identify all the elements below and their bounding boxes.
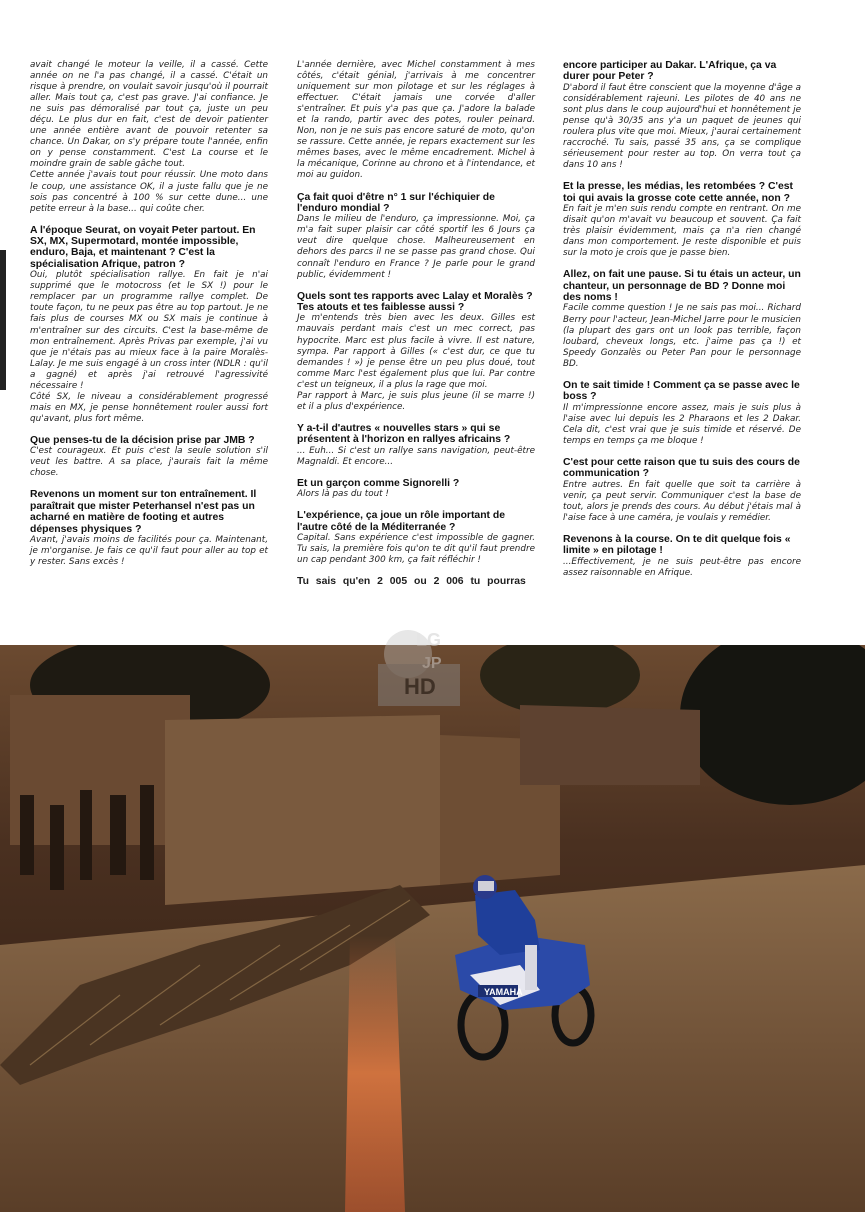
answer-paragraph: ... Euh... Si c'est un rallye sans navigation, peut-être Magnaldi. Et encore...	[297, 445, 535, 467]
question-heading: A l'époque Seurat, on voyait Peter partout. En SX, MX, Supermotard, montée impossible, enduro, Baja, et maintenant ? C'est la spécialisation Afrique, patron ?	[30, 224, 256, 270]
answer-paragraph: avait changé le moteur la veille, il a cassé. Cette année on ne l'a pas changé, il a cassé. C'était un risque à prendre, on voulait savoir jusqu'où il pourrait aller. Mais tout ça, c'est pas grave. J'ai confiance. Je ne suis pas démoralisé par tout ça, juste un peu déçu. Le plus dur en fait, c'est de devoir patienter une année entière avant de pouvoir retenter sa chance. Un Dakar, on s'y prépare toute l'année, enfin on y pense constamment. C'est La course et le moindre grain de sable gâche tout.	[30, 60, 268, 170]
answer-paragraph: Avant, j'avais moins de facilités pour ça. Maintenant, je m'organise. Je fais ce qu'il faut pour aller au top et y rester. Sans excès !	[30, 535, 268, 568]
bike-brand-label: YAMAHA	[484, 987, 523, 997]
question-heading: Quels sont tes rapports avec Lalay et Moralès ? Tes atouts et tes faiblesse aussi ?	[297, 290, 533, 314]
question-heading: Ça fait quoi d'être n° 1 sur l'échiquier de l'enduro mondial ?	[297, 191, 495, 214]
question-heading: Et un garçon comme Signorelli ?	[297, 477, 460, 489]
answer-paragraph: Alors là pas du tout !	[297, 489, 389, 500]
watermark-line2: JP	[422, 655, 442, 672]
watermark-line1: LG	[416, 630, 441, 650]
question-heading: L'expérience, ça joue un rôle important de l'autre côté de la Méditerranée ?	[297, 510, 506, 533]
answer-paragraph: Facile comme question ! Je ne sais pas moi... Richard Berry pour l'acteur, Jean-Michel Jarre pour le musicien (la plupart des gars ont un look pas terrible, façon loubard, cheveux longs, etc. j'aime pas ça !) et Speedy Gonzalès ou Peter Pan pour le personnage BD.	[563, 303, 801, 369]
answer-paragraph: Dans le milieu de l'enduro, ça impressionne. Moi, ça m'a fait super plaisir car côté sportif les 6 Jours ça veut dire quelque chose. Malheureusement en dehors des parcs il ne se passe pas grand chose. Qui connaît l'enduro en France ? Je parle pour le grand public, évidemment !	[297, 214, 535, 280]
question-heading: Y a-t-il d'autres « nouvelles stars » qui se présentent à l'horizon en rallyes africains ?	[297, 422, 511, 446]
watermark-line3: HD	[404, 674, 436, 699]
answer-paragraph: Oui, plutôt spécialisation rallye. En fait je n'ai supprimé que le motocross (et le SX !) pour le remplacer par un programme rallye complet. De toute façon, tu ne peux pas être au top partout. Je ne fais plus de courses MX ou SX mais je continue à m'entraîner sur des circuits. C'est la base-même de mon entraînement. Après Privas par exemple, j'ai vu que je n'étais pas au mieux face à la paire Moralès-Lalay. Je me suis engagé à un cross inter (NDLR : qu'il a gagné) et après j'ai retrouvé l'agressivité nécessaire !	[30, 270, 268, 391]
mud-wall-center	[165, 715, 440, 905]
question-heading: Revenons à la course. On te dit quelque fois « limite » en pilotage !	[563, 533, 791, 557]
page-edge-mark	[0, 250, 6, 390]
answer-paragraph: Côté SX, le niveau a considérablement progressé mais en MX, je pense honnêtement rouler aussi fort qu'avant, plus fort même.	[30, 391, 268, 424]
mud-wall-left	[10, 695, 190, 845]
answer-paragraph: Il m'impressionne encore assez, mais je suis plus à l'aise avec lui depuis les 2 Pharaons et les 2 Dakar. Cela dit, c'est vrai que je suis timide et réservé. De temps en temps ça me bloque !	[563, 402, 801, 446]
question-heading: On te sait timide ! Comment ça se passe avec le boss ?	[563, 379, 800, 403]
answer-paragraph: C'est courageux. Et puis c'est la seule solution s'il veut les battre. A sa place, j'aurais fait la même chose.	[30, 446, 268, 479]
answer-paragraph: Cette année j'avais tout pour réussir. Une moto dans le coup, une assistance OK, il a juste fallu que je ne sois pas concentré à 100 % sur cette dune... une petite erreur à la base... qui coûte cher.	[30, 170, 268, 214]
answer-paragraph: D'abord il faut être conscient que la moyenne d'âge a considérablement rajeuni. Les pilotes de 40 ans ne sont plus dans le coup aujourd'hui et honnêtement je pense qu'à 30/35 ans y'a un paquet de jeunes qui roulera plus vite que moi. Mieux, j'aurai certainement raccroché. Tu sais, passé 35 ans, ça se complique sérieusement pour rester au top. On verra tout ça dans 10 ans !	[563, 82, 801, 171]
question-heading: encore participer au Dakar. L'Afrique, ça va durer pour Peter ?	[563, 60, 777, 83]
column-2	[297, 60, 535, 587]
question-heading: Allez, on fait une pause. Si tu étais un acteur, un chanteur, un personnage de BD ? Donne moi des noms !	[563, 269, 801, 304]
watermark-logo	[376, 624, 462, 708]
answer-paragraph: Par rapport à Marc, je suis plus jeune (il se marre !) et il a plus d'expérience.	[297, 390, 535, 412]
answer-paragraph: ...Effectivement, je ne suis peut-être pas encore assez raisonnable en Afrique.	[563, 556, 801, 578]
answer-paragraph: Capital. Sans expérience c'est impossible de gagner. Tu sais, la première fois qu'on te dit qu'il faut prendre un cap pendant 300 km, ça fait réfléchir !	[297, 533, 535, 566]
answer-paragraph: Je m'entends très bien avec les deux. Gilles est mauvais perdant mais c'est un mec correct, pas hypocrite. Marc est plus facile à vivre. Il est nature, sympa. Par rapport à Gilles (« c'est dur, ce que tu demandes ! ») je pense être un peu plus doué, tout comme Marc l'est également plus que lui. Par contre c'est un teigneux, il a plus la rage que moi.	[297, 313, 535, 390]
rally-photo	[0, 645, 865, 1212]
mud-wall-far	[520, 705, 700, 785]
column-3	[563, 60, 801, 579]
question-heading: Et la presse, les médias, les retombées ? C'est toi qui avais la grosse cote cette année, non ?	[563, 181, 794, 204]
question-heading: C'est pour cette raison que tu suis des cours de communication ?	[563, 456, 800, 480]
answer-paragraph: Entre autres. En fait quelle que soit ta carrière à venir, ça peut servir. Communiquer c'est la base de tout, alors je prends des cours. Au début j'étais mal à l'aise face à une caméra, je voulais y remédier.	[563, 479, 801, 523]
question-heading: Que penses-tu de la décision prise par JMB ?	[30, 434, 255, 446]
question-heading: Revenons un moment sur ton entraînement. Il paraîtrait que mister Peterhansel n'est pas un acharné en matière de footing et autres dépenses physiques ?	[30, 489, 257, 535]
lens-flare	[345, 935, 405, 1212]
question-heading-continued: Tu sais qu'en 2 005 ou 2 006 tu pourras	[297, 576, 526, 588]
answer-paragraph: L'année dernière, avec Michel constamment à mes côtés, c'était génial, j'arrivais à me concentrer uniquement sur mon pilotage et sur les réglages à effectuer. C'était jamais une corvée d'aller s'entraîner. Et puis y'a pas que ça. J'adore la balade et la rando, partir avec des potes, rouler peinard. Non, non je ne suis pas encore saturé de moto, qu'on se rassure. Cette année, je repars exactement sur les mêmes bases, avec le même encadrement. Michel à la mécanique, Corinne au chrono et à l'intendance, et moi au guidon.	[297, 60, 535, 181]
column-1	[30, 60, 268, 568]
answer-paragraph: En fait je m'en suis rendu compte en rentrant. On me disait qu'on m'avait vu beaucoup et souvent. Ça fait très plaisir évidemment, mais ça n'a rien changé dans mon comportement. Je reste disponible et puis sur la moto je crois que je passe bien.	[563, 204, 801, 259]
